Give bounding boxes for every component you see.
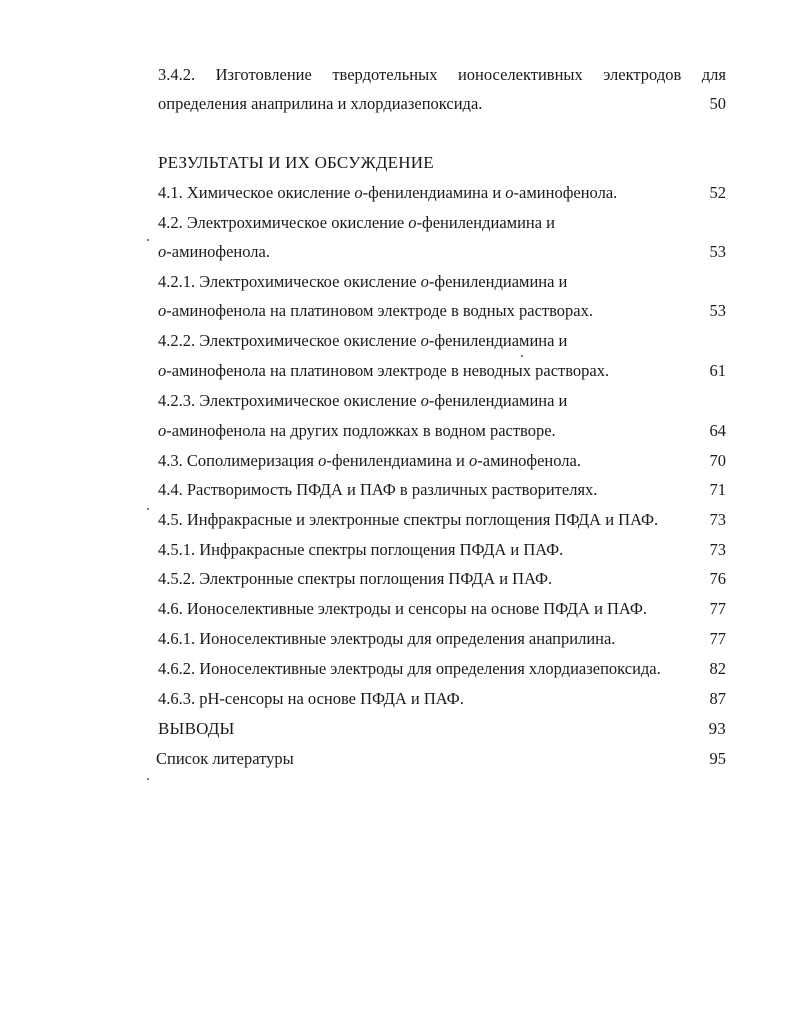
toc-entry-text: о-аминофенола на платиновом электроде в неводных растворах. bbox=[158, 361, 610, 380]
toc-page-number: 95 bbox=[709, 749, 726, 768]
toc-entry-text: 4.6.1. Ионоселективные электроды для определения анаприлина. bbox=[158, 629, 616, 648]
toc-entry-4-5-1 bbox=[158, 537, 726, 563]
toc-page-number: 76 bbox=[709, 569, 726, 588]
section-heading-results bbox=[158, 150, 726, 176]
toc-entry-text: 4.5.2. Электронные спектры поглощения ПФДА и ПАФ. bbox=[158, 569, 553, 588]
toc-entry-text: 4.4. Растворимость ПФДА и ПАФ в различных растворителях. bbox=[158, 480, 598, 499]
toc-entry-text: ВЫВОДЫ bbox=[158, 719, 235, 738]
toc-entry-4-2-1-line2 bbox=[158, 298, 726, 324]
toc-page-number: 64 bbox=[709, 421, 726, 440]
toc-entry-4-3 bbox=[158, 448, 726, 474]
toc-entry-4-6-3 bbox=[158, 686, 726, 712]
scan-speck bbox=[147, 239, 149, 241]
toc-entry-text: 4.6.3. рН-сенсоры на основе ПФДА и ПАФ. bbox=[158, 689, 464, 708]
toc-entry-text: 4.6. Ионоселективные электроды и сенсоры на основе ПФДА и ПАФ. bbox=[158, 599, 647, 618]
toc-page-number: 77 bbox=[709, 629, 726, 648]
toc-entry-text: 4.6.2. Ионоселективные электроды для определения хлордиазепоксида. bbox=[158, 659, 661, 678]
toc-entry-4-5-2 bbox=[158, 566, 726, 592]
scan-speck bbox=[147, 508, 149, 510]
toc-page-number: 53 bbox=[709, 301, 726, 320]
toc-page-number: 93 bbox=[708, 719, 726, 738]
toc-entry-3-4-2-line2 bbox=[158, 91, 726, 117]
toc-entry-conclusions bbox=[158, 716, 726, 742]
toc-entry-text: 4.3. Сополимеризация о-фенилендиамина и о-аминофенола. bbox=[158, 451, 581, 470]
toc-entry-text: 4.2. Электрохимическое окисление о-фенилендиамина и bbox=[158, 213, 556, 232]
toc-page-number: 77 bbox=[709, 599, 726, 618]
toc-page-number: 61 bbox=[709, 361, 726, 380]
toc-page-number: 50 bbox=[709, 94, 726, 113]
toc-page-number: 87 bbox=[709, 689, 726, 708]
toc-entry-text: 4.2.1. Электрохимическое окисление о-фенилендиамина и bbox=[158, 272, 568, 291]
toc-entry-4-2-3-line2 bbox=[158, 418, 726, 444]
toc-entry-4-5 bbox=[158, 507, 726, 533]
toc-entry-references bbox=[156, 746, 726, 772]
toc-entry-4-6 bbox=[158, 596, 726, 622]
toc-entry-text: о-аминофенола. bbox=[158, 242, 270, 261]
toc-entry-4-4 bbox=[158, 477, 726, 503]
toc-page-number: 73 bbox=[709, 540, 726, 559]
toc-entry-4-2-2-line2 bbox=[158, 358, 726, 384]
toc-entry-text: 4.5.1. Инфракрасные спектры поглощения ПФДА и ПАФ. bbox=[158, 540, 564, 559]
toc-entry-4-2-2-line1 bbox=[158, 328, 726, 354]
toc-entry-text: 4.5. Инфракрасные и электронные спектры поглощения ПФДА и ПАФ. bbox=[158, 510, 659, 529]
toc-page-number: 71 bbox=[709, 480, 726, 499]
toc-entry-4-6-2 bbox=[158, 656, 726, 682]
toc-entry-text: о-аминофенола на платиновом электроде в водных растворах. bbox=[158, 301, 593, 320]
toc-entry-text: Список литературы bbox=[156, 749, 294, 768]
toc-page-number: 82 bbox=[709, 659, 726, 678]
toc-page-number: 70 bbox=[709, 451, 726, 470]
toc-entry-text: определения анаприлина и хлордиазепоксида. bbox=[158, 94, 483, 113]
toc-entry-text: 4.1. Химическое окисление о-фенилендиамина и о-аминофенола. bbox=[158, 183, 618, 202]
toc-entry-text: о-аминофенола на других подложках в водном растворе. bbox=[158, 421, 556, 440]
toc-page-number: 73 bbox=[709, 510, 726, 529]
scan-speck bbox=[147, 778, 149, 780]
toc-entry-3-4-2-line1 bbox=[158, 62, 726, 88]
toc-entry-4-2-line2 bbox=[158, 239, 726, 265]
toc-entry-text: 3.4.2. Изготовление твердотельных ионоселективных электродов для bbox=[158, 65, 726, 84]
toc-entry-text: 4.2.2. Электрохимическое окисление о-фенилендиамина и bbox=[158, 331, 568, 350]
toc-entry-4-1 bbox=[158, 180, 726, 206]
toc-entry-4-2-line1 bbox=[158, 210, 726, 236]
section-heading-text: РЕЗУЛЬТАТЫ И ИХ ОБСУЖДЕНИЕ bbox=[158, 153, 434, 172]
toc-page-number: 52 bbox=[709, 183, 726, 202]
toc-entry-4-6-1 bbox=[158, 626, 726, 652]
toc-entry-4-2-1-line1 bbox=[158, 269, 726, 295]
toc-entry-4-2-3-line1 bbox=[158, 388, 726, 414]
toc-page-number: 53 bbox=[709, 242, 726, 261]
scan-speck bbox=[521, 355, 523, 357]
toc-entry-text: 4.2.3. Электрохимическое окисление о-фенилендиамина и bbox=[158, 391, 568, 410]
